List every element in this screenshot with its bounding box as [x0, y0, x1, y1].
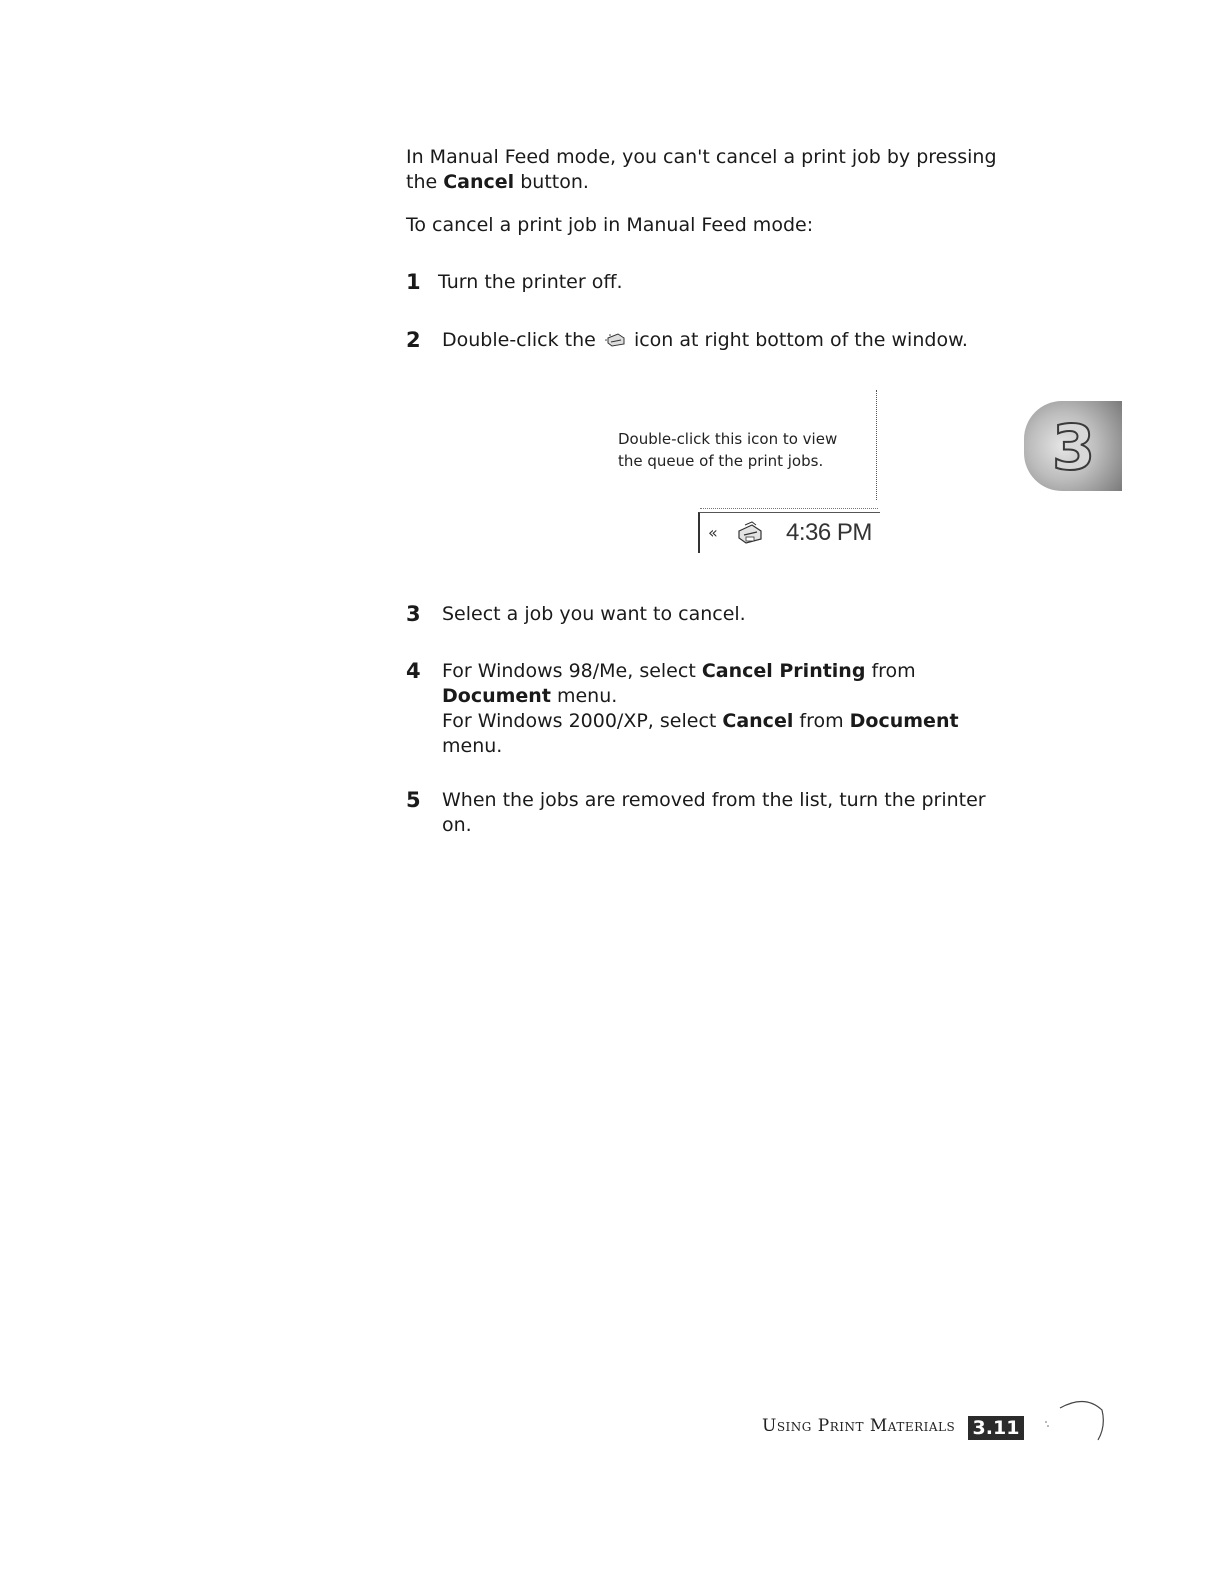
- printer-icon[interactable]: [734, 519, 764, 547]
- step-4-l3-bold2: Document: [849, 710, 959, 732]
- page-curl-icon: [1040, 1396, 1112, 1446]
- step-4-l1-post: from: [865, 660, 916, 682]
- step-5-l1: When the jobs are removed from the list, turn the printer: [442, 789, 986, 811]
- step-number: 4: [406, 659, 421, 683]
- page-number-badge: 3.11: [968, 1416, 1024, 1440]
- tray-clock: 4:36 PM: [786, 519, 872, 546]
- tray-expand-chevron-icon[interactable]: «: [708, 523, 718, 542]
- figure-callout: [618, 428, 858, 472]
- step-text-pre: Double-click the: [442, 329, 602, 351]
- chapter-tab: [1024, 401, 1122, 491]
- callout-line-2: the queue of the print jobs.: [618, 452, 824, 470]
- step-4-l2-bold: Document: [442, 685, 551, 707]
- lead-paragraph: To cancel a print job in Manual Feed mode:: [406, 214, 814, 236]
- step-text-post: icon at right bottom of the window.: [627, 329, 968, 351]
- intro-line-1: In Manual Feed mode, you can't cancel a print job by pressing: [406, 146, 997, 168]
- footer-section-title: [762, 1416, 955, 1436]
- printer-tray-icon: [602, 330, 628, 350]
- step-text: [442, 328, 1002, 353]
- step-text: Select a job you want to cancel.: [442, 603, 746, 625]
- step-4-l1-pre: For Windows 98/Me, select: [442, 660, 702, 682]
- step-4-l4: menu.: [442, 735, 503, 757]
- intro-cancel-bold: Cancel: [443, 171, 515, 193]
- chapter-number: 3: [1052, 411, 1096, 484]
- step-4-l1-bold: Cancel Printing: [701, 660, 866, 682]
- footer-section-text: Using Print Materials: [762, 1416, 956, 1436]
- step-number: 1: [406, 270, 421, 294]
- intro-line-2-post: button.: [514, 171, 589, 193]
- step-number: 3: [406, 602, 421, 626]
- step-4-l3-mid: from: [793, 710, 850, 732]
- callout-line-1: Double-click this icon to view: [618, 430, 838, 448]
- step-4-l2-post: menu.: [550, 685, 618, 707]
- figure-guide-vertical: [876, 390, 877, 500]
- step-text: Turn the printer off.: [438, 271, 623, 293]
- step-4-l3-bold1: Cancel: [722, 710, 794, 732]
- step-4-l3-pre: For Windows 2000/XP, select: [442, 710, 723, 732]
- intro-line-2-pre: the: [406, 171, 444, 193]
- system-tray: [698, 512, 880, 553]
- step-number: 5: [406, 788, 421, 812]
- step-text: [442, 788, 1002, 838]
- figure-guide-horizontal: [700, 508, 878, 509]
- step-number: 2: [406, 328, 421, 352]
- intro-paragraph: [406, 145, 1006, 195]
- step-text: [442, 659, 1002, 759]
- step-5-l2: on.: [442, 814, 472, 836]
